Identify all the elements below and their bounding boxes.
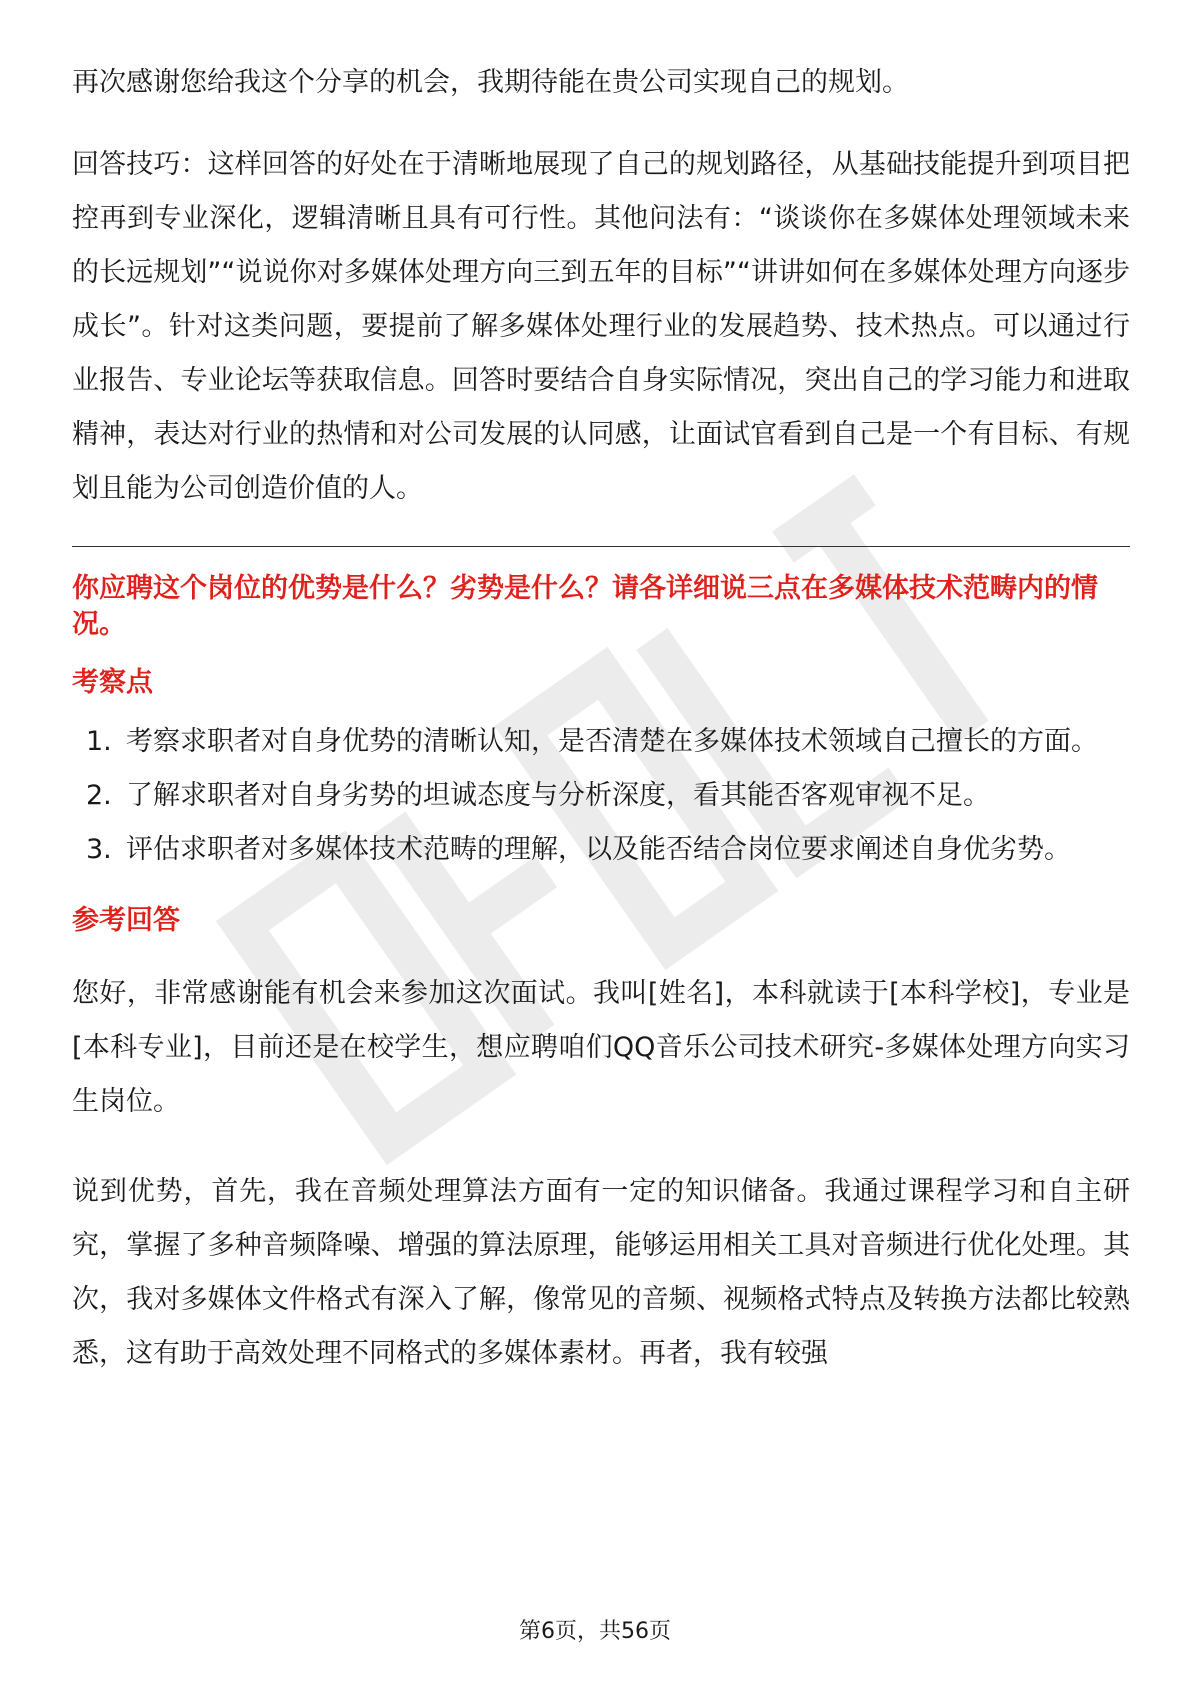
- reference-answer-intro: 您好，非常感谢能有机会来参加这次面试。我叫[姓名]，本科就读于[本科学校]，专业是[本科专业]，目前还是在校学生，想应聘咱们QQ音乐公司技术研究-多媒体处理方向实习生岗位。: [72, 978, 1130, 1117]
- list-text: 了解求职者对自身劣势的坦诚态度与分析深度，看其能否客观审视不足。: [126, 780, 990, 811]
- list-number: 2.: [86, 780, 112, 811]
- answer-tips-paragraph: 回答技巧：这样回答的好处在于清晰地展现了自己的规划路径，从基础技能提升到项目把控再到专业深化，逻辑清晰且具有可行性。其他问法有：“谈谈你在多媒体处理领域未来的长远规划”“说说你对多媒体处理方向三到五年的目标”“讲讲如何在多媒体处理方向逐步成长”。针对这类问题，要提前了解多媒体处理行业的发展趋势、技术热点。可以通过行业报告、专业论坛等获取信息。回答时要结合自身实际情况，突出自己的学习能力和进取精神，表达对行业的热情和对公司发展的认同感，让面试官看到自己是一个有目标、有规划且能为公司创造价值的人。: [72, 149, 1130, 504]
- list-text: 评估求职者对多媒体技术范畴的理解，以及能否结合岗位要求阐述自身优劣势。: [126, 834, 1071, 865]
- list-number: 1.: [86, 726, 112, 757]
- reference-answer-heading: 参考回答: [72, 905, 180, 936]
- list-number: 3.: [86, 834, 112, 865]
- assessment-list: [72, 715, 1130, 877]
- list-text: 考察求职者对自身优势的清晰认知，是否清楚在多媒体技术领域自己擅长的方面。: [126, 726, 1098, 757]
- list-item: [72, 823, 1130, 877]
- list-item: [72, 715, 1130, 769]
- reference-answer-strengths: 说到优势，首先，我在音频处理算法方面有一定的知识储备。我通过课程学习和自主研究，掌握了多种音频降噪、增强的算法原理，能够运用相关工具对音频进行优化处理。其次，我对多媒体文件格式有深入了解，像常见的音频、视频格式特点及转换方法都比较熟悉，这有助于高效处理不同格式的多媒体素材。再者，我有较强: [72, 1176, 1130, 1369]
- interview-question: 你应聘这个岗位的优势是什么？劣势是什么？请各详细说三点在多媒体技术范畴内的情况。: [72, 573, 1098, 640]
- section-divider: [72, 546, 1130, 547]
- page-footer: 第6页，共56页: [519, 1619, 671, 1644]
- closing-thanks: 再次感谢您给我这个分享的机会，我期待能在贵公司实现自己的规划。: [72, 67, 909, 98]
- list-item: [72, 769, 1130, 823]
- document-page: [72, 56, 1130, 1381]
- assessment-heading: 考察点: [72, 667, 153, 698]
